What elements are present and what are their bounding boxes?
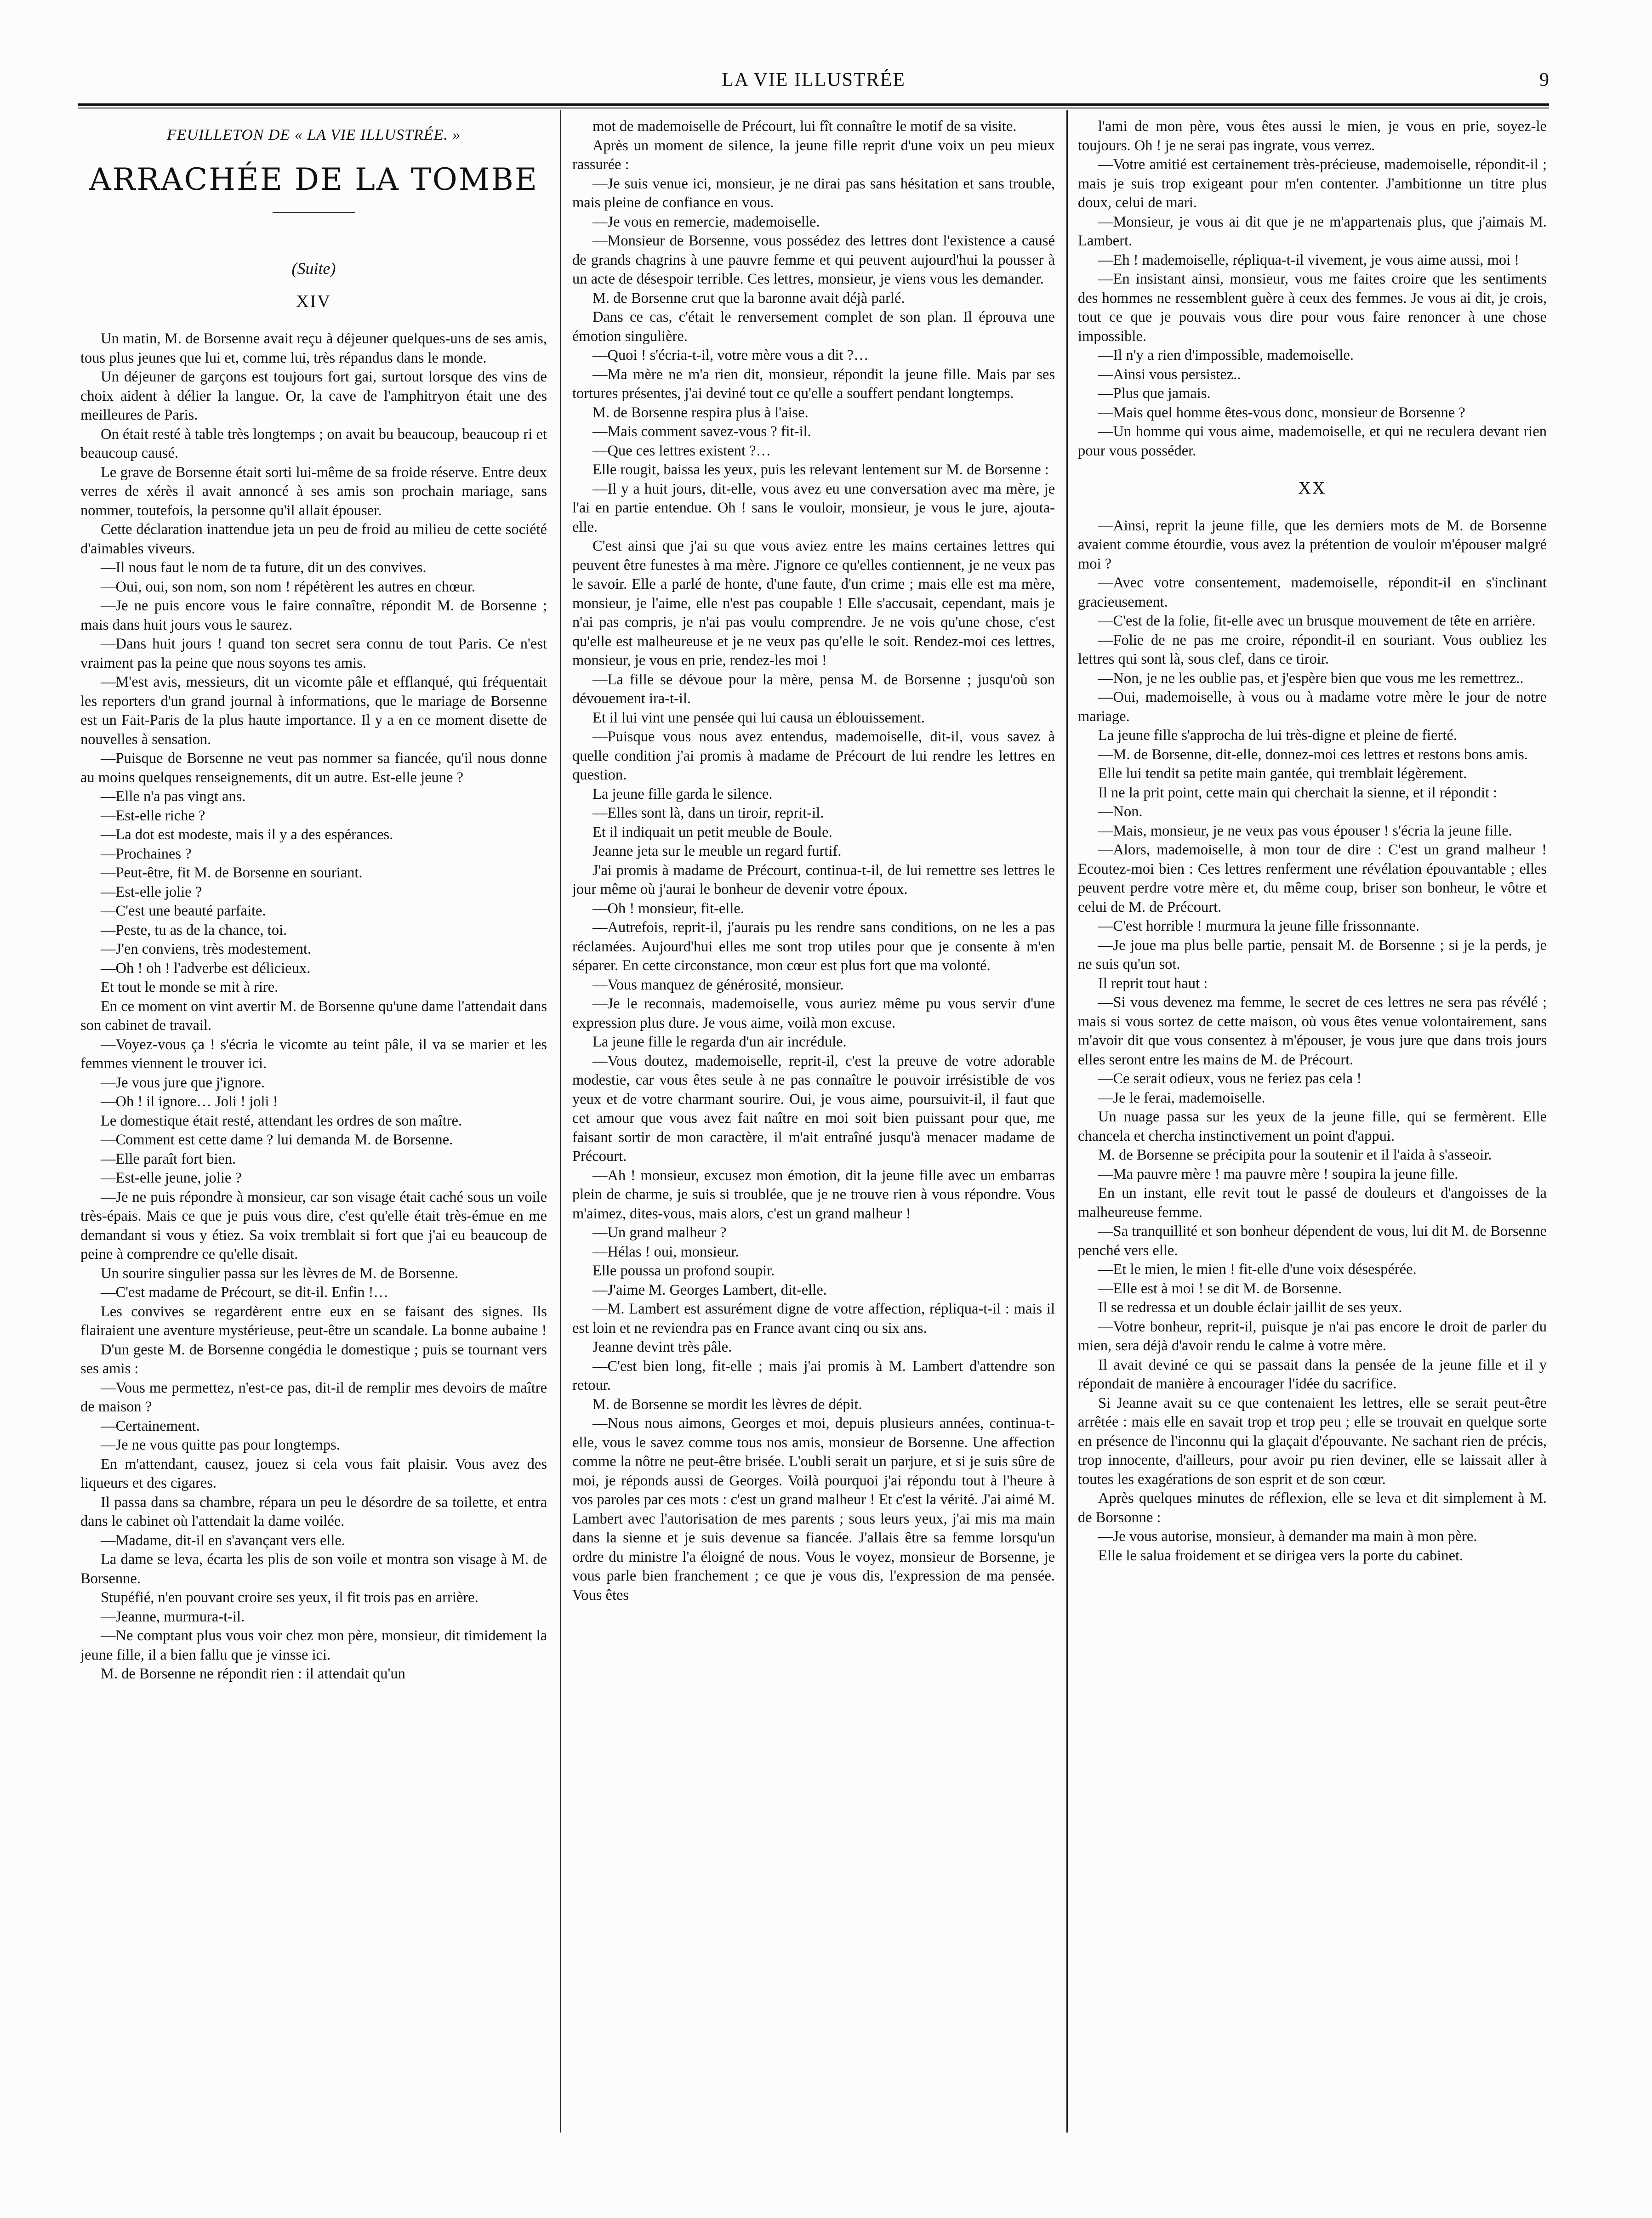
paragraph: —J'en conviens, très modestement. — [101, 941, 312, 957]
paragraph: —Peut-être, fit M. de Borsenne en souriant. — [101, 864, 363, 881]
paragraph: —M. de Borsenne, dit-elle, donnez-moi ces lettres et restons bons amis. — [1098, 746, 1528, 763]
paragraph: —Elle n'a pas vingt ans. — [101, 788, 246, 805]
paragraph: —Ne comptant plus vous voir chez mon père, monsieur, dit timidement la jeune fille, il a bien fallu que je vinsse ici. — [80, 1627, 547, 1663]
paragraph: En m'attendant, causez, jouez si cela vous fait plaisir. Vous avez des liqueurs et des cigares. — [80, 1456, 547, 1491]
paragraph: —Quoi ! s'écria-t-il, votre mère vous a dit ?… — [592, 347, 869, 364]
paragraph: —Si vous devenez ma femme, le secret de ces lettres ne sera pas révélé ; mais si vous sortez de cette maison, où vous êtes venue volontairement, sans m'avoir dit que vous consentez à m'épouser, je vous jure que dans trois jours elles seront entre les mains de M. de Précourt. — [1078, 994, 1547, 1068]
paragraph: Il ne la prit point, cette main qui cherchait la sienne, et il répondit : — [1098, 784, 1498, 801]
paragraph: Le grave de Borsenne était sorti lui-même de sa froide réserve. Entre deux verres de xérès il avait annoncé à ses amis son prochain mariage, sans nommer, toutefois, la personne qu'il allait épouser. — [80, 464, 547, 519]
paragraph: —Et le mien, le mien ! fit-elle d'une voix désespérée. — [1098, 1261, 1417, 1278]
paragraph: —Est-elle jeune, jolie ? — [101, 1170, 242, 1186]
paragraph: —C'est bien long, fit-elle ; mais j'ai promis à M. Lambert d'attendre son retour. — [572, 1358, 1055, 1393]
paragraph: —Je suis venue ici, monsieur, je ne dirai pas sans hésitation et sans trouble, mais pleine de confiance en vous. — [572, 175, 1055, 211]
paragraph: Cette déclaration inattendue jeta un peu de froid au milieu de cette société d'aimables viveurs. — [80, 521, 547, 557]
paragraph: —Jeanne, murmura-t-il. — [101, 1608, 245, 1625]
paragraph: M. de Borsenne se précipita pour la soutenir et il l'aida à s'asseoir. — [1098, 1147, 1492, 1163]
paragraph: —Je le ferai, mademoiselle. — [1098, 1089, 1265, 1106]
paragraph: —La dot est modeste, mais il y a des espérances. — [101, 826, 393, 843]
paragraph: Elle le salua froidement et se dirigea vers la porte du cabinet. — [1098, 1547, 1464, 1564]
paragraph: —Mais quel homme êtes-vous donc, monsieur de Borsenne ? — [1098, 404, 1465, 421]
running-title: LA VIE ILLUSTRÉE — [722, 69, 906, 91]
paragraph: —M'est avis, messieurs, dit un vicomte pâle et efflanqué, qui fréquentait les reporters d'un grand journal à informations, que le mariage de Borsenne est un Fait-Paris de la plus haute importance. Il y a en ce moment disette de nouvelles à sensation. — [80, 674, 547, 748]
paragraph: Si Jeanne avait su ce que contenaient les lettres, elle se serait peut-être arrêtée : mais elle en savait trop et trop peu ; elle se trouvait en quelque sorte en présence de l'inconnu qui la glaçait d'épouvante. Ne sachant rien de précis, trop innocente, d'ailleurs, pour avoir pu rien deviner, elle se laissait aller à toutes les exagérations de son esprit et de son cœur. — [1078, 1394, 1547, 1488]
paragraph: —M. Lambert est assurément digne de votre affection, répliqua-t-il : mais il est loin et ne reviendra pas en France avant cinq ou six ans. — [572, 1301, 1055, 1336]
column-1 — [80, 117, 547, 2135]
paragraph: —Un grand malheur ? — [592, 1224, 727, 1241]
paragraph: —Que ces lettres existent ?… — [592, 442, 771, 459]
paragraph: —Monsieur de Borsenne, vous possédez des lettres dont l'existence a causé de grands chagrins à une pauvre femme et qui peuvent aujourd'hui la pousser à un acte de désespoir terrible. Ces lettres, monsieur, je viens vous les demander. — [572, 233, 1055, 287]
paragraph: —Je joue ma plus belle partie, pensait M. de Borsenne ; si je la perds, je ne suis qu'un sot. — [1078, 937, 1547, 973]
paragraph: Il avait deviné ce qui se passait dans la pensée de la jeune fille et il y répondait de manière à encourager l'idée du sacrifice. — [1078, 1356, 1547, 1392]
paragraph: Un sourire singulier passa sur les lèvres de M. de Borsenne. — [101, 1265, 459, 1282]
paragraph: —Madame, dit-il en s'avançant vers elle. — [101, 1532, 345, 1549]
paragraph: —Oh ! il ignore… Joli ! joli ! — [101, 1093, 278, 1110]
paragraph: —Monsieur, je vous ai dit que je ne m'appartenais plus, que j'aimais M. Lambert. — [1078, 213, 1547, 249]
paragraph: M. de Borsenne respira plus à l'aise. — [592, 404, 809, 421]
paragraph: En ce moment on vint avertir M. de Borsenne qu'une dame l'attendait dans son cabinet de travail. — [80, 998, 547, 1034]
paragraph: —Hélas ! oui, monsieur. — [592, 1243, 739, 1260]
paragraph: —Est-elle jolie ? — [101, 883, 202, 900]
paragraph: La jeune fille le regarda d'un air incrédule. — [592, 1034, 847, 1050]
paragraph: —Oui, mademoiselle, à vous ou à madame votre mère le jour de notre mariage. — [1078, 689, 1547, 725]
paragraph: Dans ce cas, c'était le renversement complet de son plan. Il éprouva une émotion singulière. — [572, 309, 1055, 345]
paragraph: Après un moment de silence, la jeune fille reprit d'une voix un peu mieux rassurée : — [572, 137, 1055, 173]
paragraph: —Votre bonheur, reprit-il, puisque je n'ai pas encore le droit de parler du mien, sera déjà d'avoir rendu le calme à votre mère. — [1078, 1318, 1547, 1354]
column-3-text-b — [1078, 517, 1547, 1566]
paragraph: Les convives se regardèrent entre eux en se faisant des signes. Ils flairaient une aventure mystérieuse, peut-être un scandale. La bonne aubaine ! — [80, 1303, 547, 1339]
story-title: ARRACHÉE DE LA TOMBE — [89, 161, 539, 197]
chapter-heading: XIV — [296, 291, 331, 311]
paragraph: Elle poussa un profond soupir. — [592, 1263, 775, 1279]
paragraph: —Elles sont là, dans un tiroir, reprit-il. — [592, 805, 824, 821]
paragraph: l'ami de mon père, vous êtes aussi le mien, je vous en prie, soyez-le toujours. Oh ! je ne serai pas ingrate, vous verrez. — [1078, 118, 1547, 154]
paragraph: Le domestique était resté, attendant les ordres de son maître. — [101, 1112, 462, 1129]
paragraph: Jeanne devint très pâle. — [592, 1339, 732, 1355]
paragraph: —Folie de ne pas me croire, répondit-il en souriant. Vous oubliez les lettres qui sont là, sous clef, dans ce tiroir. — [1078, 631, 1547, 667]
paragraph: —Eh ! mademoiselle, répliqua-t-il vivement, je vous aime aussi, moi ! — [1098, 251, 1520, 268]
paragraph: mot de mademoiselle de Précourt, lui fît connaître le motif de sa visite. — [592, 118, 1017, 135]
header-rule — [78, 103, 1549, 108]
paragraph: La dame se leva, écarta les plis de son voile et montra son visage à M. de Borsenne. — [80, 1551, 547, 1587]
chapter-heading: XX — [1298, 478, 1327, 498]
column-1-text — [80, 330, 547, 1684]
column-3 — [1078, 117, 1547, 2135]
paragraph: Un déjeuner de garçons est toujours fort gai, surtout lorsque des vins de choix aident à délier la langue. Or, la cave de l'amphitryon était une des meilleures de Paris. — [80, 369, 547, 423]
paragraph: —Je ne vous quitte pas pour longtemps. — [101, 1437, 340, 1453]
paragraph: —Certainement. — [101, 1417, 200, 1434]
paragraph: Stupéfié, n'en pouvant croire ses yeux, il fit trois pas en arrière. — [101, 1589, 479, 1606]
paragraph: Et tout le monde se mit à rire. — [101, 979, 279, 995]
paragraph: —Ma pauvre mère ! ma pauvre mère ! soupira la jeune fille. — [1098, 1166, 1458, 1183]
paragraph: —Ah ! monsieur, excusez mon émotion, dit la jeune fille avec un embarras plein de charme, je suis si troublée, que je ne trouve rien à vous répondre. Vous m'aimez, dites-vous, mais alors, c'est un grand malheur ! — [572, 1167, 1055, 1222]
column-2 — [572, 117, 1055, 2135]
paragraph: —Je vous autorise, monsieur, à demander ma main à mon père. — [1098, 1528, 1477, 1545]
paragraph: —Prochaines ? — [101, 845, 192, 862]
column-3-text-a — [1078, 117, 1547, 461]
paragraph: —Puisque vous nous avez entendus, mademoiselle, dit-il, vous savez à quelle condition j'ai promis à madame de Précourt de lui rendre les lettres en question. — [572, 728, 1055, 783]
paragraph: —Je vous en remercie, mademoiselle. — [592, 213, 820, 230]
paragraph: —Alors, mademoiselle, à mon tour de dire : C'est un grand malheur ! Ecoutez-moi bien : Ces lettres renferment une révélation épouvantable ; elles peuvent perdre votre mère et, du même coup, briser son bonheur, le vôtre et celui de M. de Précourt. — [1078, 842, 1547, 916]
paragraph: En un instant, elle revit tout le passé de douleurs et d'angoisses de la malheureuse femme. — [1078, 1185, 1547, 1221]
paragraph: —Oh ! monsieur, fit-elle. — [592, 900, 744, 917]
paragraph: —Oui, oui, son nom, son nom ! répétèrent les autres en chœur. — [101, 578, 476, 595]
paragraph: Il se redressa et un double éclair jaillit de ses yeux. — [1098, 1299, 1402, 1316]
paragraph: Un nuage passa sur les yeux de la jeune fille, qui se fermèrent. Elle chancela et chercha instinctivement un point d'appui. — [1078, 1109, 1547, 1144]
paragraph: —C'est madame de Précourt, se dit-il. Enfin !… — [101, 1284, 388, 1301]
paragraph: —Il n'y a rien d'impossible, mademoiselle. — [1098, 347, 1354, 364]
column-divider — [560, 110, 561, 2133]
running-head — [78, 69, 1549, 101]
paragraph: —Je vous jure que j'ignore. — [101, 1074, 265, 1091]
paragraph: —Comment est cette dame ? lui demanda M. de Borsenne. — [101, 1132, 453, 1148]
column-2-text — [572, 117, 1055, 1605]
paragraph: Après quelques minutes de réflexion, elle se leva et dit simplement à M. de Borsonne : — [1078, 1490, 1547, 1526]
paragraph: —Ce serait odieux, vous ne feriez pas cela ! — [1098, 1070, 1362, 1087]
paragraph: —Nous nous aimons, Georges et moi, depuis plusieurs années, continua-t-elle, vous le savez comme tous nos amis, monsieur de Borsenne. Une affection comme la nôtre ne peut-être brisée. L'oubli serait un parjure, et si je suis sûre de moi, je réponds aussi de Georges. Voilà pourquoi j'ai répondu tout à l'heure à vos paroles par ces mots : c'est un grand malheur ! Et c'est la vérité. J'ai aimé M. Lambert avec l'autorisation de mes parents ; sous leurs yeux, j'ai mis ma main dans la sienne et je suis devenue sa fiancée. J'allais être sa femme lorsqu'un ordre du ministre l'a éloigné de nous. Vous le voyez, monsieur de Borsenne, je vous parle bien franchement ; ce que je vous dis, l'expression de ma pensée. Vous êtes — [572, 1415, 1055, 1604]
paragraph: —Un homme qui vous aime, mademoiselle, et qui ne reculera devant rien pour vous posséder. — [1078, 423, 1547, 459]
paragraph: —Ma mère ne m'a rien dit, monsieur, répondit la jeune fille. Mais par ses tortures présentes, j'ai deviné tout ce qu'elle a souffert pendant longtemps. — [572, 366, 1055, 402]
paragraph: —Avec votre consentement, mademoiselle, répondit-il en s'inclinant gracieusement. — [1078, 574, 1547, 610]
paragraph: —Elle paraît fort bien. — [101, 1150, 236, 1167]
paragraph: —C'est de la folie, fit-elle avec un brusque mouvement de tête en arrière. — [1098, 613, 1536, 629]
paragraph: Un matin, M. de Borsenne avait reçu à déjeuner quelques-uns de ses amis, tous plus jeunes que lui et, comme lui, très répandus dans le monde. — [80, 330, 547, 366]
paragraph: —Voyez-vous ça ! s'écria le vicomte au teint pâle, il va se marier et les femmes viennent le trouver ici. — [80, 1036, 547, 1072]
page-number: 9 — [1539, 69, 1549, 91]
paragraph: C'est ainsi que j'ai su que vous aviez entre les mains certaines lettres qui peuvent être funestes à ma mère. J'ignore ce qu'elles contiennent, je ne veux pas le savoir. Elle a parlé de honte, d'une faute, d'un crime ; mais elle est ma mère, monsieur, je l'aime, elle n'est pas coupable ! Elle s'accusait, cependant, mais je n'ai pas compris, je n'ai pas voulu comprendre. Je ne vois qu'une chose, c'est qu'elle est malheureuse et je ne veux pas qu'elle le soit. Rendez-moi ces lettres, monsieur, je vous en prie, rendez-les moi ! — [572, 538, 1055, 669]
paragraph: —Vous doutez, mademoiselle, reprit-il, c'est la preuve de votre adorable modestie, car vous êtes seule à ne pas connaître le pouvoir irrésistible de vos yeux et de votre charmant sourire. Oui, je vous aime, poursuivit-il, il faut que cet amour que vous avez fait naître en moi soit bien puissant pour que, me faisant sortir de mon caractère, il m'ait entraîné jusqu'à menacer madame de Précourt. — [572, 1052, 1055, 1165]
paragraph: Et il indiquait un petit meuble de Boule. — [592, 824, 832, 841]
paragraph: On était resté à table très longtemps ; on avait bu beaucoup, beaucoup ri et beaucoup causé. — [80, 426, 547, 461]
paragraph: Il reprit tout haut : — [1098, 975, 1208, 992]
paragraph: D'un geste M. de Borsenne congédia le domestique ; puis se tournant vers ses amis : — [80, 1341, 547, 1377]
paragraph: —Mais, monsieur, je ne veux pas vous épouser ! s'écria la jeune fille. — [1098, 822, 1512, 839]
paragraph: Et il lui vint une pensée qui lui causa un éblouissement. — [592, 709, 925, 726]
paragraph: —Je le reconnais, mademoiselle, vous auriez même pu vous servir d'une expression plus dure. Je vous aime, voilà mon excuse. — [572, 995, 1055, 1031]
paragraph: —Puisque de Borsenne ne veut pas nommer sa fiancée, qu'il nous donne au moins quelques renseignements, dit un autre. Est-elle jeune ? — [80, 750, 547, 786]
paragraph: —Est-elle riche ? — [101, 807, 205, 824]
paragraph: —Votre amitié est certainement très-précieuse, mademoiselle, répondit-il ; mais je suis trop exigeant pour m'en contenter. J'ambitionne un titre plus doux, celui de mari. — [1078, 156, 1547, 211]
paragraph: —Plus que jamais. — [1098, 385, 1211, 402]
paragraph: —Il y a huit jours, dit-elle, vous avez eu une conversation avec ma mère, je l'ai en partie entendue. Oh ! sans le vouloir, monsieur, je vous le jure, ajouta-elle. — [572, 480, 1055, 535]
paragraph: —Je ne puis encore vous le faire connaître, répondit M. de Borsenne ; mais dans huit jours vous le saurez. — [80, 597, 547, 633]
paragraph: J'ai promis à madame de Précourt, continua-t-il, de lui remettre ses lettres le jour même où j'aurai le bonheur de devenir votre époux. — [572, 862, 1055, 898]
paragraph: —Elle est à moi ! se dit M. de Borsenne. — [1098, 1280, 1342, 1297]
paragraph: —Non. — [1098, 803, 1143, 820]
paragraph: Elle lui tendit sa petite main gantée, qui tremblait légèrement. — [1098, 765, 1467, 782]
paragraph: —La fille se dévoue pour la mère, pensa M. de Borsenne ; jusqu'où son dévouement ira-t-il. — [572, 671, 1055, 707]
feuilleton-label: FEUILLETON DE « LA VIE ILLUSTRÉE. » — [166, 126, 461, 143]
paragraph: —Ainsi, reprit la jeune fille, que les derniers mots de M. de Borsenne avaient comme étourdie, vous avez la prétention de vouloir m'épouser malgré moi ? — [1078, 517, 1547, 572]
paragraph: —En insistant ainsi, monsieur, vous me faites croire que les sentiments des hommes ne ressemblent guère à ceux des femmes. Je vous ai dit, je crois, tout ce que je pouvais vous dire pour vous faire renoncer à une chose impossible. — [1078, 271, 1547, 345]
paragraph: —Mais comment savez-vous ? fit-il. — [592, 423, 811, 440]
paragraph: —C'est une beauté parfaite. — [101, 903, 266, 919]
paragraph: —Je ne puis répondre à monsieur, car son visage était caché sous un voile très-épais. Mais ce que je puis vous dire, c'est qu'elle était très-émue en me demandant si vous y étiez. Sa voix tremblait si fort que j'ai eu beaucoup de peine à comprendre ce qu'elle disait. — [80, 1189, 547, 1263]
paragraph: M. de Borsenne crut que la baronne avait déjà parlé. — [592, 290, 905, 307]
paragraph: M. de Borsenne se mordit les lèvres de dépit. — [592, 1396, 862, 1413]
paragraph: La jeune fille s'approcha de lui très-digne et pleine de fierté. — [1098, 727, 1457, 744]
paragraph: —Peste, tu as de la chance, toi. — [101, 921, 287, 938]
paragraph: —Oh ! oh ! l'adverbe est délicieux. — [101, 960, 311, 977]
paragraph: —J'aime M. Georges Lambert, dit-elle. — [592, 1281, 827, 1298]
paragraph: —C'est horrible ! murmura la jeune fille frissonnante. — [1098, 918, 1419, 934]
paragraph: —Il nous faut le nom de ta future, dit un des convives. — [101, 559, 427, 576]
title-rule — [273, 212, 355, 213]
suite-label: (Suite) — [291, 259, 336, 278]
paragraph: —Ainsi vous persistez.. — [1098, 366, 1241, 383]
paragraph: Jeanne jeta sur le meuble un regard furtif. — [592, 843, 842, 859]
paragraph: —Sa tranquillité et son bonheur dépendent de vous, lui dit M. de Borsenne penché vers elle. — [1078, 1223, 1547, 1259]
paragraph: Il passa dans sa chambre, répara un peu le désordre de sa toilette, et entra dans le cabinet où l'attendait la dame voilée. — [80, 1494, 547, 1530]
paragraph: —Vous me permettez, n'est-ce pas, dit-il de remplir mes devoirs de maître de maison ? — [80, 1379, 547, 1415]
paragraph: —Vous manquez de générosité, monsieur. — [592, 976, 844, 993]
paragraph: —Dans huit jours ! quand ton secret sera connu de tout Paris. Ce n'est vraiment pas la peine que nous soyons tes amis. — [80, 636, 547, 671]
paragraph: La jeune fille garda le silence. — [592, 785, 773, 802]
paragraph: M. de Borsenne ne répondit rien : il attendait qu'un — [101, 1666, 405, 1682]
paragraph: Elle rougit, baissa les yeux, puis les relevant lentement sur M. de Borsenne : — [592, 461, 1049, 478]
paragraph: —Autrefois, reprit-il, j'aurais pu les rendre sans conditions, on ne les a pas réclamées. Aujourd'hui elles me sont trop utiles pour que je consente à m'en séparer. En cette circonstance, mon cœur est plus fort que ma volonté. — [572, 919, 1055, 974]
paragraph: —Non, je ne les oublie pas, et j'espère bien que vous me les remettrez.. — [1098, 670, 1524, 687]
column-divider — [1066, 110, 1068, 2133]
